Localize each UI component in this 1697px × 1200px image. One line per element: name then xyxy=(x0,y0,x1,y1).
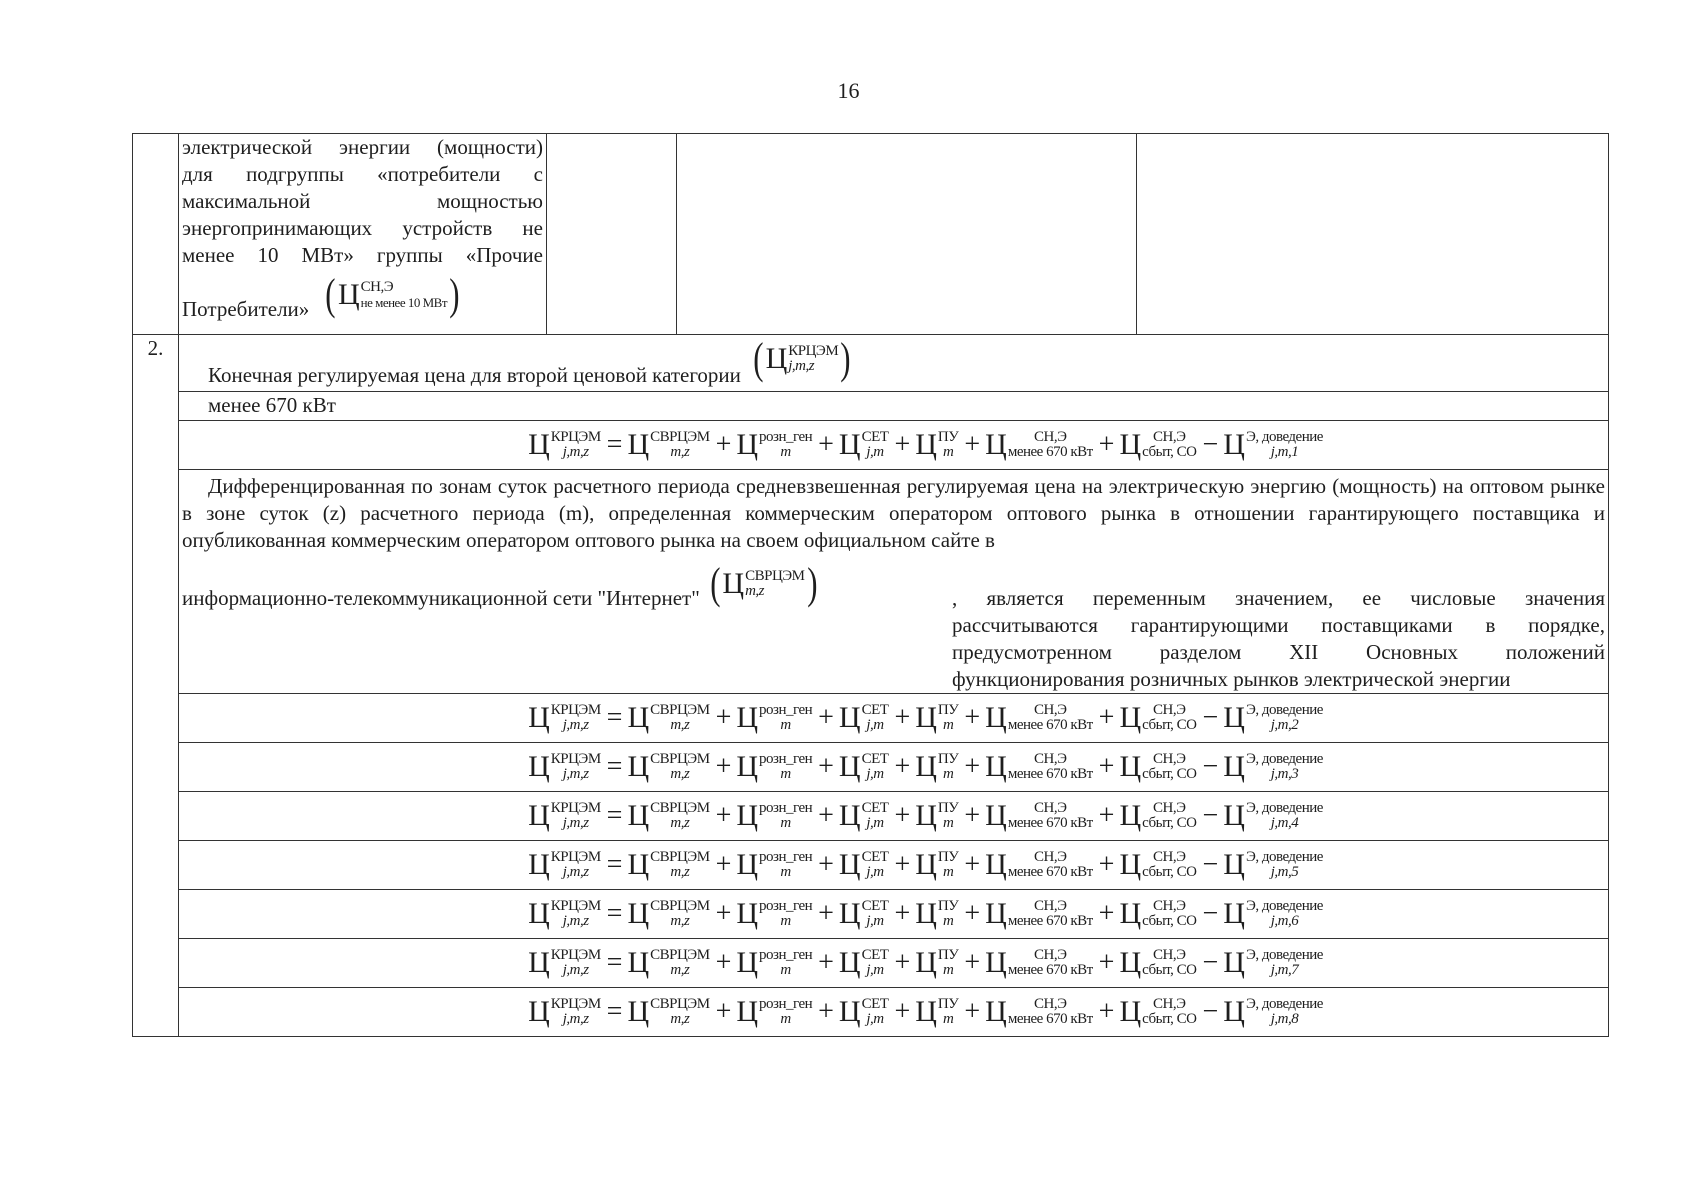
empty-cell xyxy=(1137,134,1609,335)
symbol-krcem-heading: ( Ц КРЦЭМ j,m,z ) xyxy=(753,334,851,383)
price-formula: Ц КРЦЭМ j,m,z = Ц СВРЦЭМ m,z + Ц розн_ген m + Ц СЕТ j,m + Ц ПУ m + Ц СН,Э менее 670 кВт + Ц СН,Э сбыт, СО − Ц Э, доведение j,m,2 xyxy=(528,700,1323,734)
description-line: энергопринимающих устройств не xyxy=(182,216,543,240)
formula-cell xyxy=(179,939,1609,988)
description-cell xyxy=(179,134,547,335)
price-formula: Ц КРЦЭМ j,m,z = Ц СВРЦЭМ m,z + Ц розн_ген m + Ц СЕТ j,m + Ц ПУ m + Ц СН,Э менее 670 кВт + Ц СН,Э сбыт, СО − Ц Э, доведение j,m,6 xyxy=(528,896,1323,930)
subheading-text: менее 670 кВт xyxy=(208,393,336,417)
formula-cell xyxy=(179,792,1609,841)
price-formula: Ц КРЦЭМ j,m,z = Ц СВРЦЭМ m,z + Ц розн_ген m + Ц СЕТ j,m + Ц ПУ m + Ц СН,Э менее 670 кВт + Ц СН,Э сбыт, СО − Ц Э, доведение j,m,7 xyxy=(528,945,1323,979)
description-line: максимальной мощностью xyxy=(182,189,543,213)
table-row-continuation xyxy=(133,134,1609,335)
definition-paragraph-part2: , является переменным значением, ее числовые значения рассчитываются гарантирующими поставщиками в порядке, предусмотренном разделом XII Основных положений функционирования розничных рынков электрической энергии xyxy=(952,586,1605,691)
tariff-table xyxy=(132,133,1609,1037)
price-formula: Ц КРЦЭМ j,m,z = Ц СВРЦЭМ m,z + Ц розн_ген m + Ц СЕТ j,m + Ц ПУ m + Ц СН,Э менее 670 кВт + Ц СН,Э сбыт, СО − Ц Э, доведение j,m,4 xyxy=(528,798,1323,832)
price-formula: Ц КРЦЭМ j,m,z = Ц СВРЦЭМ m,z + Ц розн_ген m + Ц СЕТ j,m + Ц ПУ m + Ц СН,Э менее 670 кВт + Ц СН,Э сбыт, СО − Ц Э, доведение j,m,5 xyxy=(528,847,1323,881)
description-line: для подгруппы «потребители с xyxy=(182,162,543,186)
formula-cell xyxy=(179,841,1609,890)
page-number: 16 xyxy=(837,78,860,103)
formula-cell xyxy=(179,421,1609,470)
price-formula: Ц КРЦЭМ j,m,z = Ц СВРЦЭМ m,z + Ц розн_ген m + Ц СЕТ j,m + Ц ПУ m + Ц СН,Э менее 670 кВт + Ц СН,Э сбыт, СО − Ц Э, доведение j,m,8 xyxy=(528,994,1323,1028)
table-row-formula xyxy=(133,421,1609,470)
table-row-subheading xyxy=(133,392,1609,421)
definition-paragraph-part1: Дифференцированная по зонам суток расчетного периода средневзвешенная регулируемая цена на электрическую энергию (мощность) на оптовом рынке в зоне суток (z) расчетного периода (m), определенная коммерческим оператором оптового рынка в отношении гарантирующего поставщика и опубликованная коммерческим оператором оптового рынка на своем официальном сайте в xyxy=(182,474,1605,552)
row-number-cell xyxy=(133,134,179,335)
symbol-svrcem: ( Ц СВРЦЭМ m,z ) xyxy=(709,559,817,608)
formula-cell xyxy=(179,988,1609,1037)
definition-line-text: информационно-телекоммуникационной сети "Интернет" xyxy=(182,586,700,610)
table-row-formula xyxy=(133,939,1609,988)
table-row-formula xyxy=(133,841,1609,890)
description-line: менее 10 МВт» группы «Прочие xyxy=(182,243,543,267)
heading-text: Конечная регулируемая цена для второй ценовой категории xyxy=(208,363,741,387)
formula-cell xyxy=(179,890,1609,939)
definition-cell xyxy=(179,470,1609,694)
table-row-formula xyxy=(133,694,1609,743)
table-row-formula xyxy=(133,988,1609,1037)
formula-cell xyxy=(179,743,1609,792)
formula-cell xyxy=(179,694,1609,743)
heading-cell xyxy=(179,335,1609,392)
empty-cell xyxy=(547,134,677,335)
description-last-line xyxy=(182,269,543,323)
empty-cell xyxy=(677,134,1137,335)
subheading-cell xyxy=(179,392,1609,421)
table-row-item-2-heading xyxy=(133,335,1609,392)
table-row-definition xyxy=(133,470,1609,694)
table-row-formula xyxy=(133,743,1609,792)
row-number-cell: 2. xyxy=(133,335,179,1037)
description-line: электрической энергии (мощности) xyxy=(182,135,543,159)
symbol-ce-not-less-10mw: ( Ц СН,Э не менее 10 МВт ) xyxy=(325,270,460,319)
table-row-formula xyxy=(133,890,1609,939)
price-formula: Ц КРЦЭМ j,m,z = Ц СВРЦЭМ m,z + Ц розн_ген m + Ц СЕТ j,m + Ц ПУ m + Ц СН,Э менее 670 кВт + Ц СН,Э сбыт, СО − Ц Э, доведение j,m,1 xyxy=(528,427,1323,461)
consumers-label: Потребители» xyxy=(182,297,310,321)
price-formula: Ц КРЦЭМ j,m,z = Ц СВРЦЭМ m,z + Ц розн_ген m + Ц СЕТ j,m + Ц ПУ m + Ц СН,Э менее 670 кВт + Ц СН,Э сбыт, СО − Ц Э, доведение j,m,3 xyxy=(528,749,1323,783)
table-row-formula xyxy=(133,792,1609,841)
